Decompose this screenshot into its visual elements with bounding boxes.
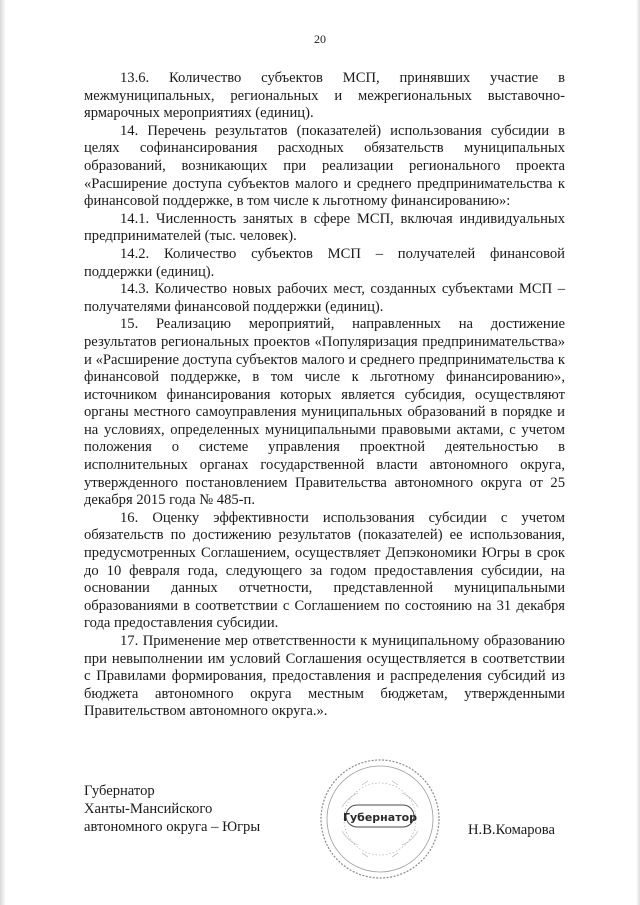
paragraph-14-2: 14.2. Количество субъектов МСП – получателей финансовой поддержки (единиц). — [84, 245, 565, 280]
paragraph-16: 16. Оценку эффективности использования субсидии с учетом обязательств по достижению результатов (показателей) ее использования, предусмотренных Соглашением, осуществляет Депэкономики Югры в срок до 10 февраля года, следующего за годом предоставления субсидии, на основании данных отчетности, представленной муниципальными образованиями в соответствии с Соглашением по состоянию на 31 декабря года предоставления субсидии. — [84, 509, 565, 632]
signatory-name: Н.В.Комарова — [468, 822, 555, 838]
signatory-title-line-1: Губернатор — [84, 783, 155, 799]
document-body — [84, 70, 565, 721]
signatory-title-line-3: автономного округа – Югры — [84, 819, 261, 835]
paragraph-13-6: 13.6. Количество субъектов МСП, принявших участие в межмуниципальных, региональных и межрегиональных выставочно-ярмарочных мероприятиях (единиц). — [84, 70, 565, 122]
seal-label: Губернатор — [342, 811, 418, 824]
page-number: 20 — [314, 32, 326, 46]
paragraph-15: 15. Реализацию мероприятий, направленных на достижение результатов региональных проектов «Популяризация предпринимательства» и «Расширение доступа субъектов малого и среднего предпринимательства к финансовой поддержке, в том числе к льготному финансированию», источником финансирования которых является субсидия, осуществляют органы местного самоуправления муниципальных образований в порядке и на условиях, определенных муниципальными правовыми актами, с учетом положения о системе управления проектной деятельностью в исполнительных органах государственной власти автономного округа, утвержденного постановлением Правительства автономного округа от 25 декабря 2015 года № 485-п. — [84, 316, 565, 509]
paragraph-14-1: 14.1. Численность занятых в сфере МСП, включая индивидуальных предпринимателей (тыс. человек). — [84, 210, 565, 245]
signature-title-block — [84, 782, 260, 836]
scan-edge-right — [636, 0, 640, 905]
paragraph-17: 17. Применение мер ответственности к муниципальному образованию при невыполнении им условий Соглашения осуществляется в соответствии с Правилами формирования, предоставления и распределения субсидий из бюджета автономного округа местным бюджетам, утвержденными Правительством автономного округа.». — [84, 633, 565, 720]
paragraph-14-3: 14.3. Количество новых рабочих мест, созданных субъектами МСП – получателями финансовой поддержки (единиц). — [84, 281, 565, 315]
paragraph-14: 14. Перечень результатов (показателей) использования субсидии в целях софинансирования расходных обязательств муниципальных образований, возникающих при реализации регионального проекта «Расширение доступа субъектов малого и среднего предпринимательства к финансовой поддержке, в том числе к льготному финансированию»: — [84, 122, 565, 210]
signatory-title-line-2: Ханты-Мансийского — [84, 801, 213, 817]
scan-edge-left — [0, 0, 6, 905]
official-seal-stamp — [318, 757, 442, 881]
